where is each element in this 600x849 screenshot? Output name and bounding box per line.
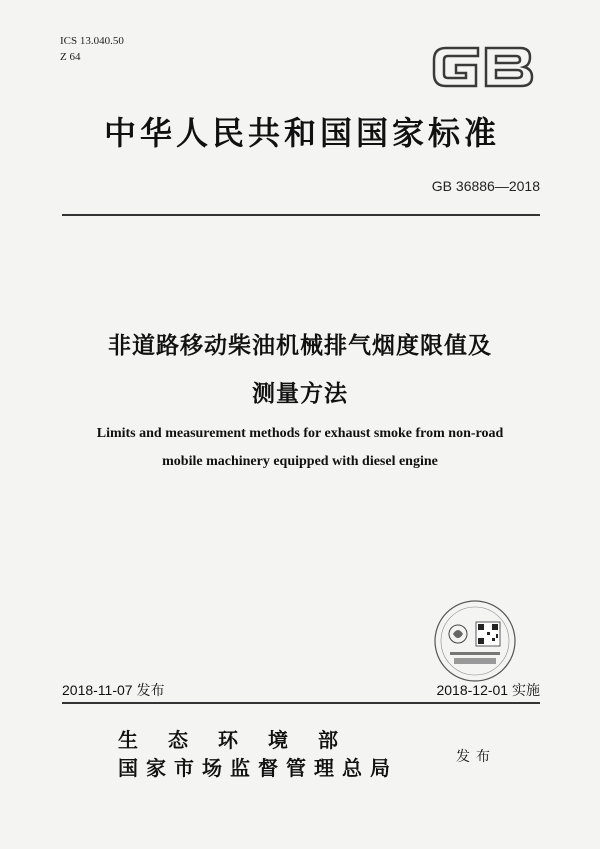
ccs-code: Z 64 xyxy=(60,51,81,63)
issue-date: 2018-11-07 发布 xyxy=(62,682,165,698)
anti-counterfeit-seal-icon xyxy=(432,598,518,684)
gb-logo-icon xyxy=(428,38,538,96)
ics-code: ICS 13.040.50 xyxy=(60,35,124,47)
issuer-administration: 国家市场监督管理总局 xyxy=(118,756,398,780)
document-title-en-line2: mobile machinery equipped with diesel engine xyxy=(162,454,438,469)
document-title-cn-line2: 测量方法 xyxy=(252,381,348,407)
bottom-divider xyxy=(62,702,540,704)
issuer-ministry: 生态环境部 xyxy=(118,728,368,752)
document-title-en-line1: Limits and measurement methods for exhaust smoke from non-road xyxy=(96,426,504,441)
standard-number: GB 36886—2018 xyxy=(431,178,540,194)
classification-codes xyxy=(60,33,124,65)
standard-type-title: 中华人民共和国国家标准 xyxy=(103,114,500,152)
publish-label: 发布 xyxy=(456,749,496,765)
document-title-cn-line1: 非道路移动柴油机械排气烟度限值及 xyxy=(108,333,492,359)
effective-date: 2018-12-01 实施 xyxy=(436,682,540,698)
top-divider xyxy=(62,214,540,216)
